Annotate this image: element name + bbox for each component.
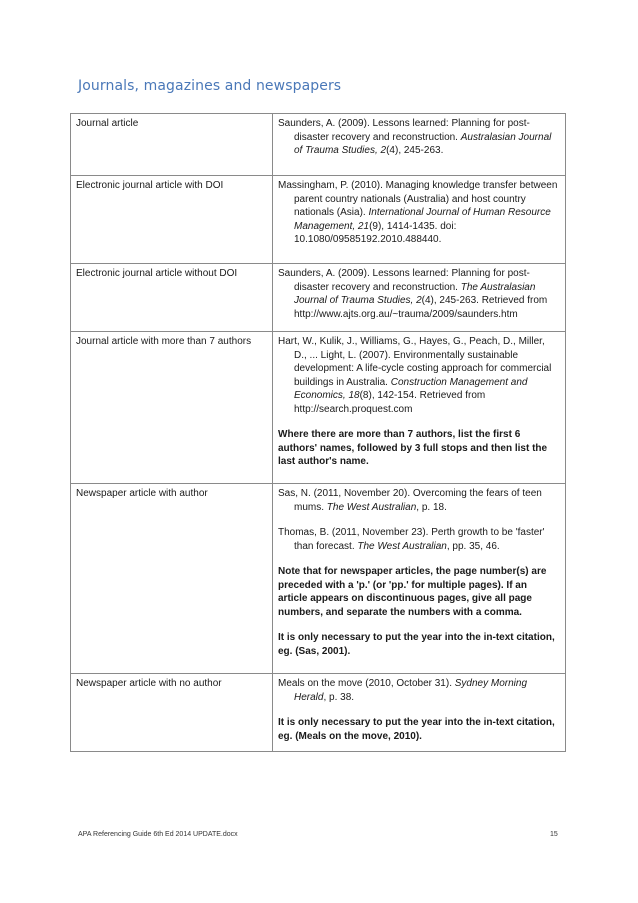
entry-text: Meals on the move (2010, October 31). (278, 678, 455, 689)
reference-note: Where there are more than 7 authors, list the first 6 authors' names, followed by 3 full stops and then list the last author's name. (278, 429, 548, 467)
entry-text: (4), 245-263. (386, 145, 444, 156)
reference-example-cell (273, 332, 566, 484)
reference-entry (278, 335, 559, 416)
entry-text: Hart, W., Kulik, J., Williams, G., Hayes, G., Peach, D., Miller, D., ... Light, L. (2007). Environmentally sustainable development: A life-cycle costing approach for commercial buildings in Australia. (278, 336, 552, 388)
reference-note: Note that for newspaper articles, the page number(s) are preceded with a 'p.' (or 'pp.' for multiple pages). If an article appears on discontinuous pages, give all page numbers, and separate the numbers with a comma. (278, 566, 547, 618)
entry-text: , p. 38. (323, 691, 355, 703)
entry-italic-text: Sydney Morning Herald (294, 678, 528, 703)
reference-example-cell (273, 176, 566, 264)
reference-note: It is only necessary to put the year into the in-text citation, eg. (Sas, 2001). (278, 632, 555, 657)
reference-note: It is only necessary to put the year into the in-text citation, eg. (Meals on the move, 2010). (278, 717, 555, 742)
entry-text: Saunders, A. (2009). Lessons learned: Planning for post-disaster recovery and reconstruction. (278, 118, 530, 143)
reference-example-cell (273, 674, 566, 752)
reference-type-cell: Newspaper article with author (71, 484, 273, 674)
entry-text: (9), 1414-1435. doi: 10.1080/09585192.2010.488440. (294, 220, 457, 245)
entry-text: Thomas, B. (2011, November 23). Perth growth to be 'faster' than forecast. (278, 527, 545, 552)
reference-type-cell: Journal article (71, 114, 273, 176)
entry-italic-text: The Australasian Journal of Trauma Studies, 2 (294, 281, 536, 306)
table-row (71, 176, 566, 264)
reference-type-cell: Electronic journal article without DOI (71, 264, 273, 332)
reference-example-cell (273, 264, 566, 332)
reference-example-cell (273, 484, 566, 674)
entry-text: Saunders, A. (2009). Lessons learned: Planning for post-disaster recovery and reconstruction. (278, 268, 530, 293)
table-row (71, 484, 566, 674)
entry-text: , p. 18. (416, 501, 447, 513)
reference-entry (278, 526, 559, 553)
entry-text: , pp. 35, 46. (446, 540, 500, 552)
entry-italic-text: Construction Management and Economics, 18 (294, 376, 528, 401)
table-row (71, 264, 566, 332)
entry-italic-text: The West Australian (326, 501, 417, 513)
table-row (71, 114, 566, 176)
reference-example-cell (273, 114, 566, 176)
reference-table-body (71, 114, 566, 752)
reference-table (70, 113, 566, 752)
reference-entry (278, 267, 559, 321)
table-row (71, 674, 566, 752)
reference-type-cell: Electronic journal article with DOI (71, 176, 273, 264)
reference-entry (278, 179, 559, 247)
entry-text: Sas, N. (2011, November 20). Overcoming the fears of teen mums. (278, 488, 542, 513)
reference-type-cell: Journal article with more than 7 authors (71, 332, 273, 484)
reference-entry (278, 677, 559, 704)
reference-type-cell: Newspaper article with no author (71, 674, 273, 752)
footer-page-number: 15 (550, 831, 558, 838)
entry-text: Massingham, P. (2010). Managing knowledge transfer between parent country nationals (Australia) and host country nationals (Asia). (278, 180, 558, 218)
table-row (71, 332, 566, 484)
entry-text: (8), 142-154. Retrieved from http://search.proquest.com (294, 390, 486, 415)
entry-italic-text: International Journal of Human Resource Management, 21 (294, 207, 551, 232)
footer-document-name: APA Referencing Guide 6th Ed 2014 UPDATE.docx (78, 831, 238, 838)
entry-italic-text: Australasian Journal of Trauma Studies, 2 (294, 131, 552, 156)
reference-entry (278, 487, 559, 514)
reference-entry (278, 117, 559, 158)
section-heading: Journals, magazines and newspapers (78, 78, 342, 94)
entry-text: (4), 245-263. Retrieved from http://www.ajts.org.au/~trauma/2009/saunders.htm (294, 295, 548, 320)
entry-italic-text: The West Australian (357, 540, 447, 552)
